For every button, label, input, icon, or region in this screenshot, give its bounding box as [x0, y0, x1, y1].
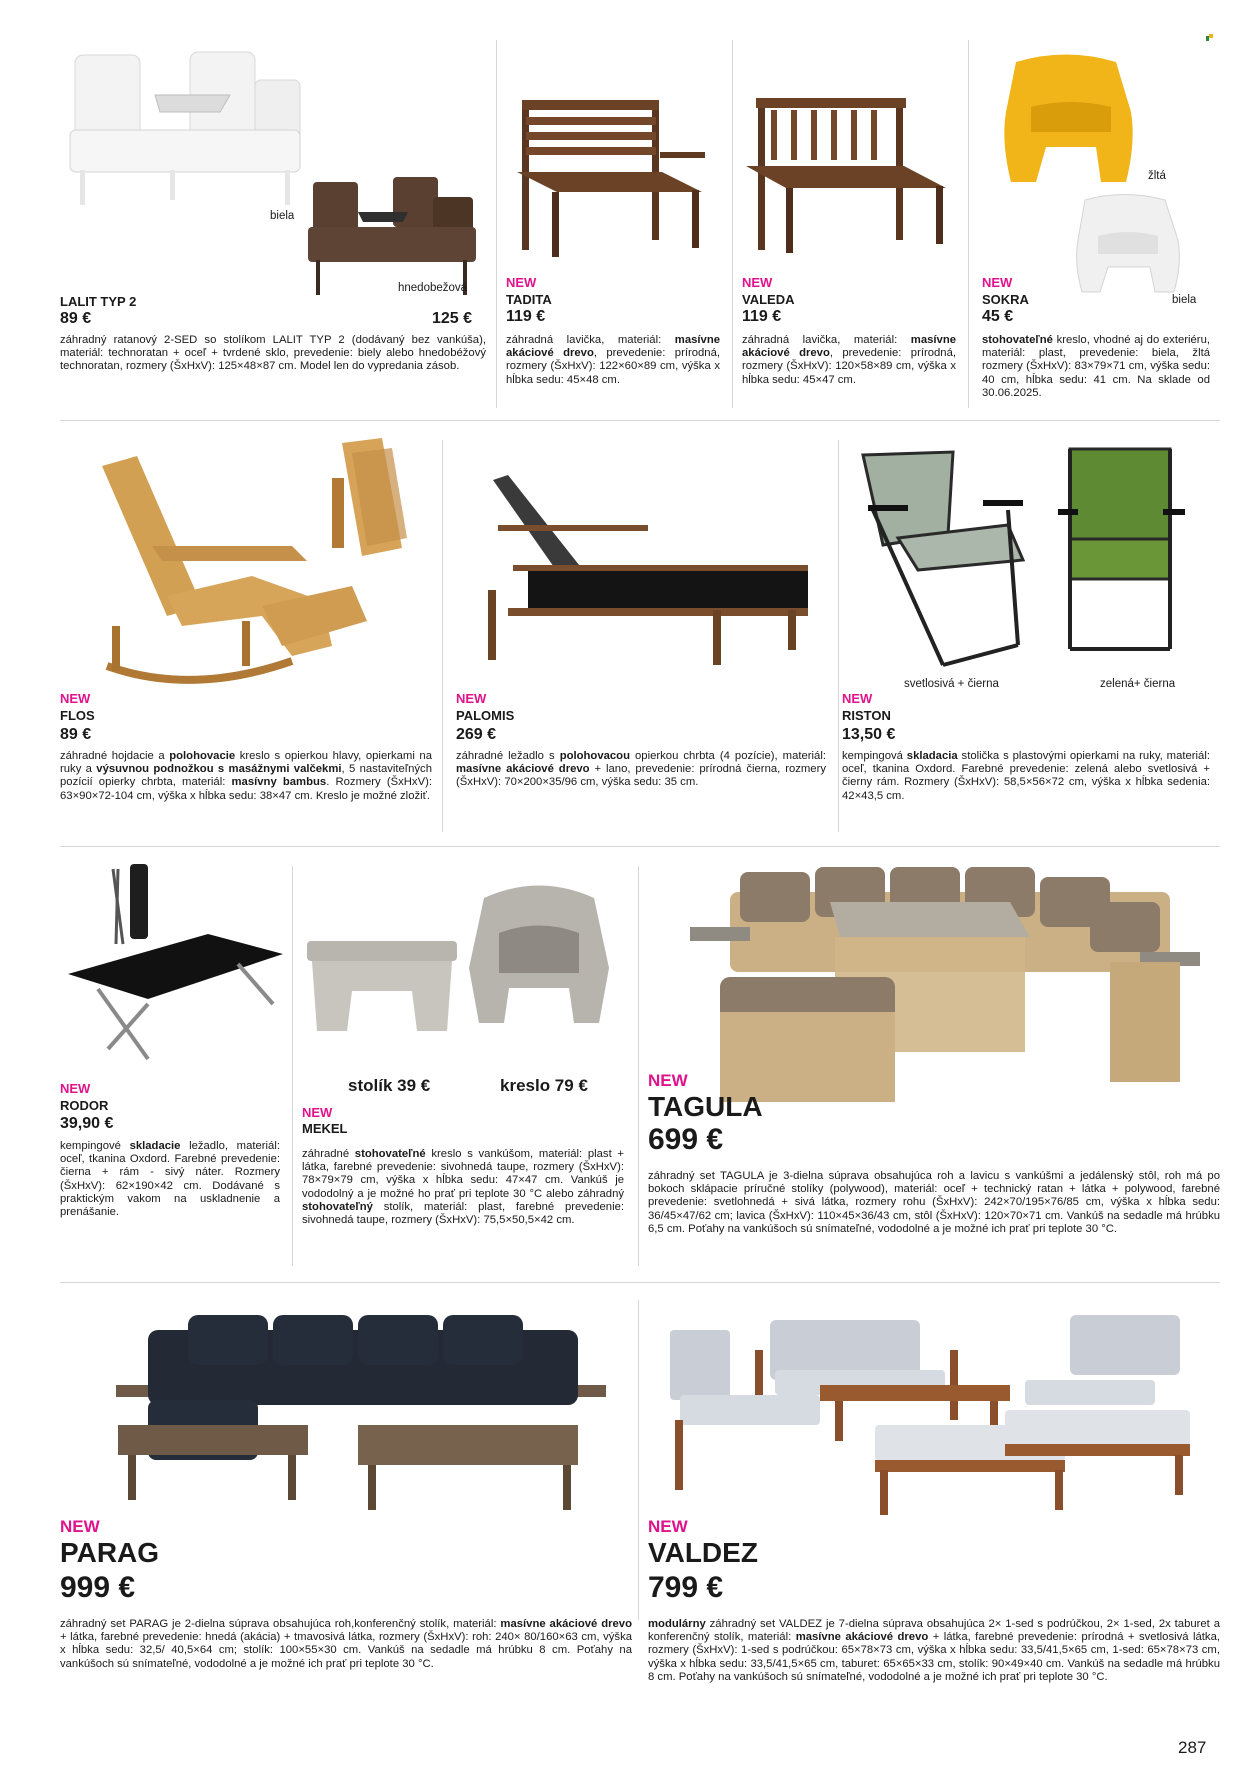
parag-name: PARAG	[60, 1537, 160, 1568]
riston-description: kempingová skladacia stolička s plastovými opierkami na ruky, materiál: oceľ, tkanina Oxdord. Farebné prevedenie: zelená alebo svetlosivá + čierny rám. Rozmery (ŠxHxV): 58,5×56×72 cm, výška x hĺbka sedenia: 42×43,5 cm.	[842, 750, 1210, 802]
riston-label-green: zelená+ čierna	[1100, 678, 1176, 690]
valeda-name: VALEDA	[742, 292, 795, 307]
valeda-price: 119 €	[742, 308, 782, 325]
tadita-bench-image	[512, 92, 712, 257]
corner-logo-mark	[1206, 34, 1213, 41]
tagula-name: TAGULA	[648, 1091, 763, 1122]
riston-badge: NEW	[842, 691, 873, 706]
valdez-name: VALDEZ	[648, 1537, 758, 1568]
parag-set-image	[108, 1310, 608, 1520]
lalit-price-brown: 125 €	[432, 310, 473, 327]
flos-name: FLOS	[60, 708, 95, 723]
tadita-badge: NEW	[506, 275, 537, 290]
divider-col-r1b	[732, 40, 733, 408]
sokra-badge: NEW	[982, 275, 1013, 290]
valdez-set-image	[660, 1310, 1200, 1520]
riston-grey-chair-image	[858, 450, 1033, 670]
tagula-description: záhradný set TAGULA je 3-dielna súprava obsahujúca roh a lavicu s vankúšmi a jedálenský stôl, roh má po bokoch sklápacie príručné stolíky (polywood), materiál: oceľ + technický ratan + látka + polywood, farebné prevedenie: svetlohnedá + sivá látka, rozmery rohu (ŠxHxV): 242×70/195×76/85 cm, výška x hĺbka sedu: 36/45×47/62 cm; lavica (ŠxHxV): 110×45×36/43 cm, stôl (ŠxHxV): 120×70×71 cm. Vankúš na sedadle má hrúbku 6,5 cm. Poťahy na vankúšoch sú snímateľné, vododolné a je možné ich prať pri teplote 30 °C.	[648, 1170, 1220, 1235]
sokra-price: 45 €	[982, 308, 1014, 325]
mekel-table-image	[302, 936, 462, 1036]
valeda-badge: NEW	[742, 275, 773, 290]
lalit-price-white: 89 €	[60, 310, 92, 327]
palomis-lounger-image	[468, 470, 818, 670]
flos-price: 89 €	[60, 726, 92, 743]
valeda-bench-image	[746, 96, 951, 256]
parag-description: záhradný set PARAG je 2-dielna súprava obsahujúca roh,konferenčný stolík, materiál: masívne akáciové drevo + látka, farebné prevedenie: hnedá (akácia) + tmavosivá látka, rozmery (ŠxHxV): roh: 240× 80/160×63 cm, výška x hĺbka sedu: 32,5/ 40,5×64 cm; stolík: 100×55×30 cm. Vankúš na sedadle má hrúbku 8 cm. Poťahy na vankúšoch sú snímateľné, vododolné a je možné ich prať pri teplote 30 °C.	[60, 1618, 632, 1670]
riston-name: RISTON	[842, 708, 891, 723]
sokra-yellow-chair-image	[996, 52, 1146, 187]
palomis-price: 269 €	[456, 726, 497, 743]
mekel-price-table: stolík 39 €	[348, 1076, 431, 1095]
page-number: 287	[1178, 1738, 1207, 1757]
rodor-name: RODOR	[60, 1098, 109, 1113]
lalit-white-bench-image	[70, 50, 305, 210]
lalit-name: LALIT TYP 2	[60, 294, 137, 309]
lalit-label-brown: hnedobežová	[398, 282, 468, 294]
valdez-description: modulárny záhradný set VALDEZ je 7-dielna súprava obsahujúca 2× 1-sed s podrúčkou, 2× 1-sed, 2x taburet a konferenčný stolík, materiál: masívne akáciové drevo + látka, farebné prevedenie: prírodná + svetlosivá látka, rozmery (ŠxHxV): 1-sed s podrúčkou: 65×78×73 cm, výška x hĺbka sedu: 33,5/41,5×65 cm, 1-sed: 65×78×73 cm, výška x hĺbka sedu: 33,5/41,5×65 cm, taburet: 65×65×33 cm, stolík: 90×49×40 cm. Vankúš na sedadle má hrúbku 8 cm. Poťahy na vankúšoch sú snímateľné, vododolné a je možné ich prať pri teplote 30 °C.	[648, 1618, 1220, 1683]
parag-price: 999 €	[60, 1571, 136, 1604]
sokra-name: SOKRA	[982, 292, 1029, 307]
divider-row1	[60, 420, 1220, 421]
tadita-name: TADITA	[506, 292, 552, 307]
flos-description: záhradné hojdacie a polohovacie kreslo s opierkou hlavy, opierkami na ruky a výsuvnou podnožkou s masážnymi valčekmi, 5 nastaviteľných pozícií opierky chrbta, materiál: masívny bambus. Rozmery (ŠxHxV): 63×90×72-104 cm, výška x hĺbka sedu: 38×47 cm. Kreslo je možné zložiť.	[60, 750, 433, 802]
divider-row3	[60, 1282, 1220, 1283]
valdez-price: 799 €	[648, 1571, 724, 1604]
lalit-description: záhradný ratanový 2-SED so stolíkom LALIT TYP 2 (dodávaný bez vankúša), materiál: technoratan + oceľ + tvrdené sklo, prevedenie: biely alebo hnedobéžový technoratan, rozmery (ŠxHxV): 125×48×87 cm. Model len do vypredania zásob.	[60, 334, 486, 373]
divider-col-r1a	[496, 40, 497, 408]
rodor-badge: NEW	[60, 1081, 91, 1096]
sokra-white-chair-image	[1070, 192, 1185, 297]
tagula-set-image	[690, 862, 1210, 1132]
palomis-description: záhradné ležadlo s polohovacou opierkou chrbta (4 pozície), materiál: masívne akáciové drevo + lano, prevedenie: prírodná čierna, rozmery (ŠxHxV): 70×200×35/96 cm, výška sedu: 35 cm.	[456, 750, 826, 789]
mekel-name: MEKEL	[302, 1121, 348, 1136]
mekel-price-chair: kreslo 79 €	[500, 1076, 588, 1095]
palomis-name: PALOMIS	[456, 708, 515, 723]
mekel-chair-image	[464, 878, 614, 1028]
rodor-description: kempingové skladacie ležadlo, materiál: oceľ, tkanina Oxdord. Farebné prevedenie: čierna + rám - sivý náter. Rozmery (ŠxHxV): 62×190×42 cm. Dodávané s praktickým vakom na uskladnenie a prenášanie.	[60, 1140, 280, 1219]
rodor-price: 39,90 €	[60, 1115, 114, 1132]
divider-col-r3a	[292, 866, 293, 1266]
sokra-label-yellow: žltá	[1148, 170, 1166, 182]
divider-col-r2a	[442, 440, 443, 832]
riston-green-chair-image	[1058, 444, 1188, 659]
palomis-badge: NEW	[456, 691, 487, 706]
lalit-label-white: biela	[270, 210, 295, 222]
parag-badge: NEW	[60, 1517, 100, 1536]
sokra-label-white: biela	[1172, 294, 1197, 306]
riston-label-grey: svetlosivá + čierna	[904, 678, 999, 690]
mekel-description: záhradné stohovateľné kreslo s vankúšom, materiál: plast + látka, farebné prevedenie: sivohnedá taupe, rozmery (ŠxHxV): 78×79×79 cm, výška x hĺbka sedu: 47×47 cm. Vankúš je vododolný a je možné ho prať pri teplote 30 °C alebo záhradný stohovateľný stolík, materiál: plast, farebné prevedenie: sivohnedá taupe, rozmery (ŠxHxV): 75,5×50,5×42 cm.	[302, 1148, 624, 1227]
tagula-price: 699 €	[648, 1123, 724, 1156]
flos-folded-chair-image	[322, 438, 422, 558]
valdez-badge: NEW	[648, 1517, 688, 1536]
riston-price: 13,50 €	[842, 726, 896, 743]
tagula-badge: NEW	[648, 1071, 688, 1090]
sokra-description: stohovateľné kreslo, vhodné aj do exteriéru, materiál: plast, prevedenie: biela, žltá rozmery (ŠxHxV): 83×79×71 cm, výška sedu: 40 cm, hĺbka sedu: 41 cm. Na sklade od 30.06.2025.	[982, 334, 1210, 399]
tadita-price: 119 €	[506, 308, 546, 325]
tadita-description: záhradná lavička, materiál: masívne akáciové drevo, prevedenie: prírodná, rozmery (ŠxHxV): 122×60×89 cm, výška x hĺbka sedu: 45×48 cm.	[506, 334, 721, 386]
divider-row2	[60, 846, 1220, 847]
divider-col-r1c	[968, 40, 969, 408]
divider-col-r2b	[838, 440, 839, 832]
divider-col-r4	[638, 1300, 639, 1620]
flos-badge: NEW	[60, 691, 91, 706]
rodor-camp-bed-image	[68, 864, 283, 1064]
valeda-description: záhradná lavička, materiál: masívne akáciové drevo, prevedenie: prírodná, rozmery (ŠxHxV): 120×58×89 cm, výška x hĺbka sedu: 45×47 cm.	[742, 334, 957, 386]
mekel-badge: NEW	[302, 1105, 333, 1120]
divider-col-r3b	[638, 866, 639, 1266]
